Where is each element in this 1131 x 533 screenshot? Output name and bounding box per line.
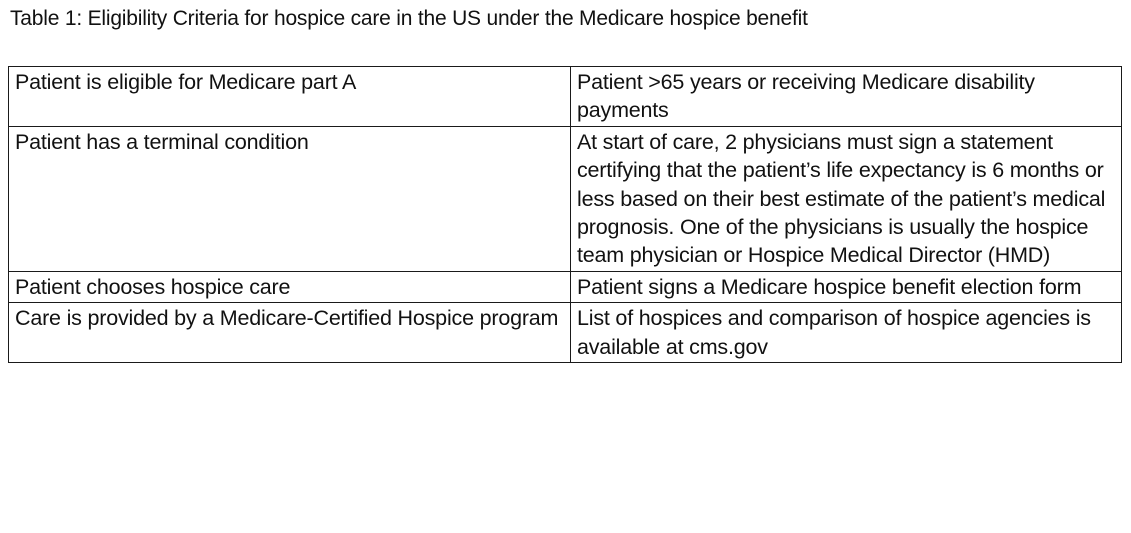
detail-cell: List of hospices and comparison of hospice agencies is available at cms.gov: [571, 303, 1122, 363]
criterion-cell: Patient is eligible for Medicare part A: [9, 67, 571, 127]
detail-cell: At start of care, 2 physicians must sign a statement certifying that the patient’s life expectancy is 6 months or less based on their best estimate of the patient’s medical prognosis. One of the physicians is usually the hospice team physician or Hospice Medical Director (HMD): [571, 126, 1122, 271]
criterion-cell: Patient chooses hospice care: [9, 271, 571, 302]
table-row: [9, 126, 1122, 271]
detail-cell: Patient >65 years or receiving Medicare disability payments: [571, 67, 1122, 127]
table-caption: Table 1: Eligibility Criteria for hospice care in the US under the Medicare hospice benefit: [10, 7, 808, 30]
table-row: [9, 271, 1122, 302]
criterion-cell: Care is provided by a Medicare-Certified Hospice program: [9, 303, 571, 363]
table-row: [9, 303, 1122, 363]
table-row: [9, 67, 1122, 127]
criterion-cell: Patient has a terminal condition: [9, 126, 571, 271]
eligibility-criteria-table: [8, 66, 1122, 363]
detail-cell: Patient signs a Medicare hospice benefit election form: [571, 271, 1122, 302]
